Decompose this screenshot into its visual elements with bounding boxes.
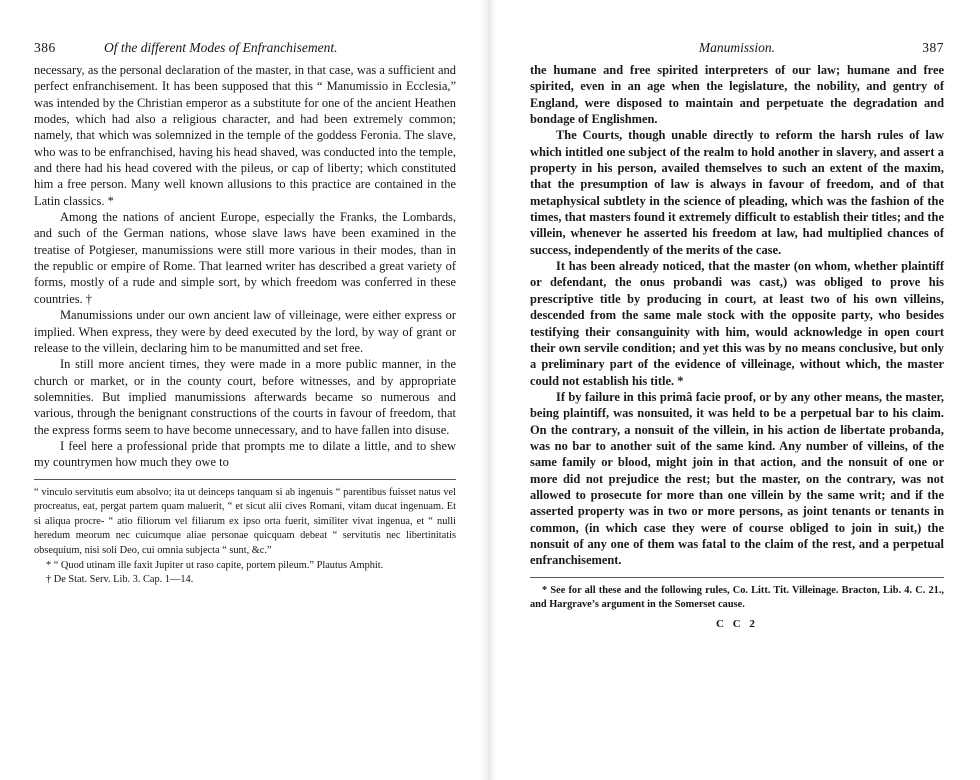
book-gutter <box>480 0 496 780</box>
paragraph: In still more ancient times, they were made in a more public manner, in the church or market, or in the county court, before witnesses, and by appropriate solemnities. But implied manumissions afterwards became so numerous and various, through the benignant constructions of the courts in favour of freedom, that the express forms seem to have become unnecessary, and to have fallen into disuse. <box>34 357 456 437</box>
right-page-header <box>530 38 944 58</box>
paragraph: Manumissions under our own ancient law of villeinage, were either express or implied. When express, they were by deed executed by the lord, by way of grant or release to the villein, declaring him to be manumitted and set free. <box>34 308 456 355</box>
running-title: Manumission. <box>698 40 776 55</box>
right-footnotes <box>530 584 944 632</box>
paragraph: If by failure in this primâ facie proof, or by any other means, the master, being plaintiff, was nonsuited, it was held to be a perpetual bar to his claim. On the contrary, a nonsuit of the villein, in his action de libertate probanda, was no bar to another suit of the same kind. Any number of villeins, of the same family or blood, might join in that action, and the nonsuit of one or more did not prejudice the rest; but the master, on the contrary, was not allowed to prosecute for more than one villein by the same writ; and if the asserted property was in two or more persons, as joint tenants or tenants in common, (in which case they were of course obliged to join in suit,) the nonsuit of any one of them was fatal to the claim of the rest, and a perpetual enfranchisement. <box>530 389 944 568</box>
footnote: * “ Quod utinam ille faxit Jupiter ut raso capite, portem pileum.” Plautus Amphit. <box>46 559 384 571</box>
footnote-divider <box>34 479 456 480</box>
footnote: * See for all these and the following rules, Co. Litt. Tit. Villeinage. Bracton, Lib. 4. C. 21., and Hargrave’s argument in the Somerset cause. <box>530 584 944 611</box>
right-page <box>500 0 980 780</box>
paragraph: necessary, as the personal declaration of the master, in that case, was a sufficient and perfect enfranchisement. It has been supposed that this “ Manumissio in Ecclesia,” was intended by the Christian emperor as a substitute for one of the ancient Heathen modes, which had also a religious character, and had been extremely common; namely, that which was solemnized in the temple of the goddess Feronia. The slave, who was to be enfranchised, having his head shaved, was conducted into the temple, and there had his head covered with the pileus, or cap of liberty; which constituted him a free person. Many well known allusions to this practice are contained in the Latin classics. * <box>34 63 456 208</box>
signature-mark: C C 2 <box>716 617 758 630</box>
page-number: 387 <box>922 40 944 55</box>
footnote-divider <box>530 577 944 578</box>
left-page-header <box>34 38 456 58</box>
right-body-text <box>530 62 944 569</box>
paragraph: the humane and free spirited interpreters of our law; humane and free spirited, even in an age when the legislature, the nobility, and gentry of England, were disposed to maintain and perpetuate the degradation and bondage of Englishmen. <box>530 63 944 127</box>
paragraph: I feel here a professional pride that prompts me to dilate a little, and to shew my countrymen how much they owe to <box>34 438 456 470</box>
footnote: † De Stat. Serv. Lib. 3. Cap. 1—14. <box>46 574 194 586</box>
paragraph: It has been already noticed, that the master (on whom, whether plaintiff or defendant, the onus probandi was cast,) was obliged to prove his prescriptive title by producing in court, at least two of his own villeins, descended from the same male stock with the opposite party, who besides testifying their consanguinity with him, would acknowledge in open court their own servile condition; and yet this was by no means conclusive, but only a preliminary part of the evidence of villeinage, without which, the master could not establish his title. * <box>530 259 944 388</box>
paragraph: Among the nations of ancient Europe, especially the Franks, the Lombards, and such of the German nations, whose slave laws have been examined in the treatise of Potgieser, manumissions were still more various in their modes, than in the republic or empire of Rome. That learned writer has described a great variety of forms, mostly of a rude and simple sort, by which freedom was conferred in these countries. † <box>34 210 456 306</box>
left-body-text <box>34 62 456 471</box>
running-title: Of the different Modes of Enfranchisement. <box>104 40 338 55</box>
page-number: 386 <box>34 40 56 55</box>
left-footnotes <box>34 486 456 588</box>
paragraph: The Courts, though unable directly to reform the harsh rules of law which intitled one subject of the realm to hold another in slavery, and assert a property in his person, availed themselves to such an extent of the maxim, that the presumption of law is always in favour of freedom, and of that metaphysical subtlety in the science of pleading, which was the fashion of the times, that masters found it extremely difficult to establish their titles; and the villein, whenever he asserted his freedom at law, had multiplied chances of success, independently of the merits of the case. <box>530 128 944 257</box>
footnote: “ vinculo servitutis eum absolvo; ita ut deinceps tanquam si ab ingenuis “ parentibus fuisset natus vel procreatus, eat, pergat partem quam maluerit, “ et sicut alii cives Romani, vitam ducat ingenuam. Et si aliqua procre- “ atio filiorum vel filiarum ex ipso orta fuerit, similiter vivat ingenua, et “ nulli heredum meorum nec cuicumque aliae personae quicquam debeat “ servitutis nec libertinitatis obsequium, nisi soli Deo, cui omnia subjecta “ sunt, &c.” <box>34 486 456 556</box>
left-page <box>0 0 476 780</box>
